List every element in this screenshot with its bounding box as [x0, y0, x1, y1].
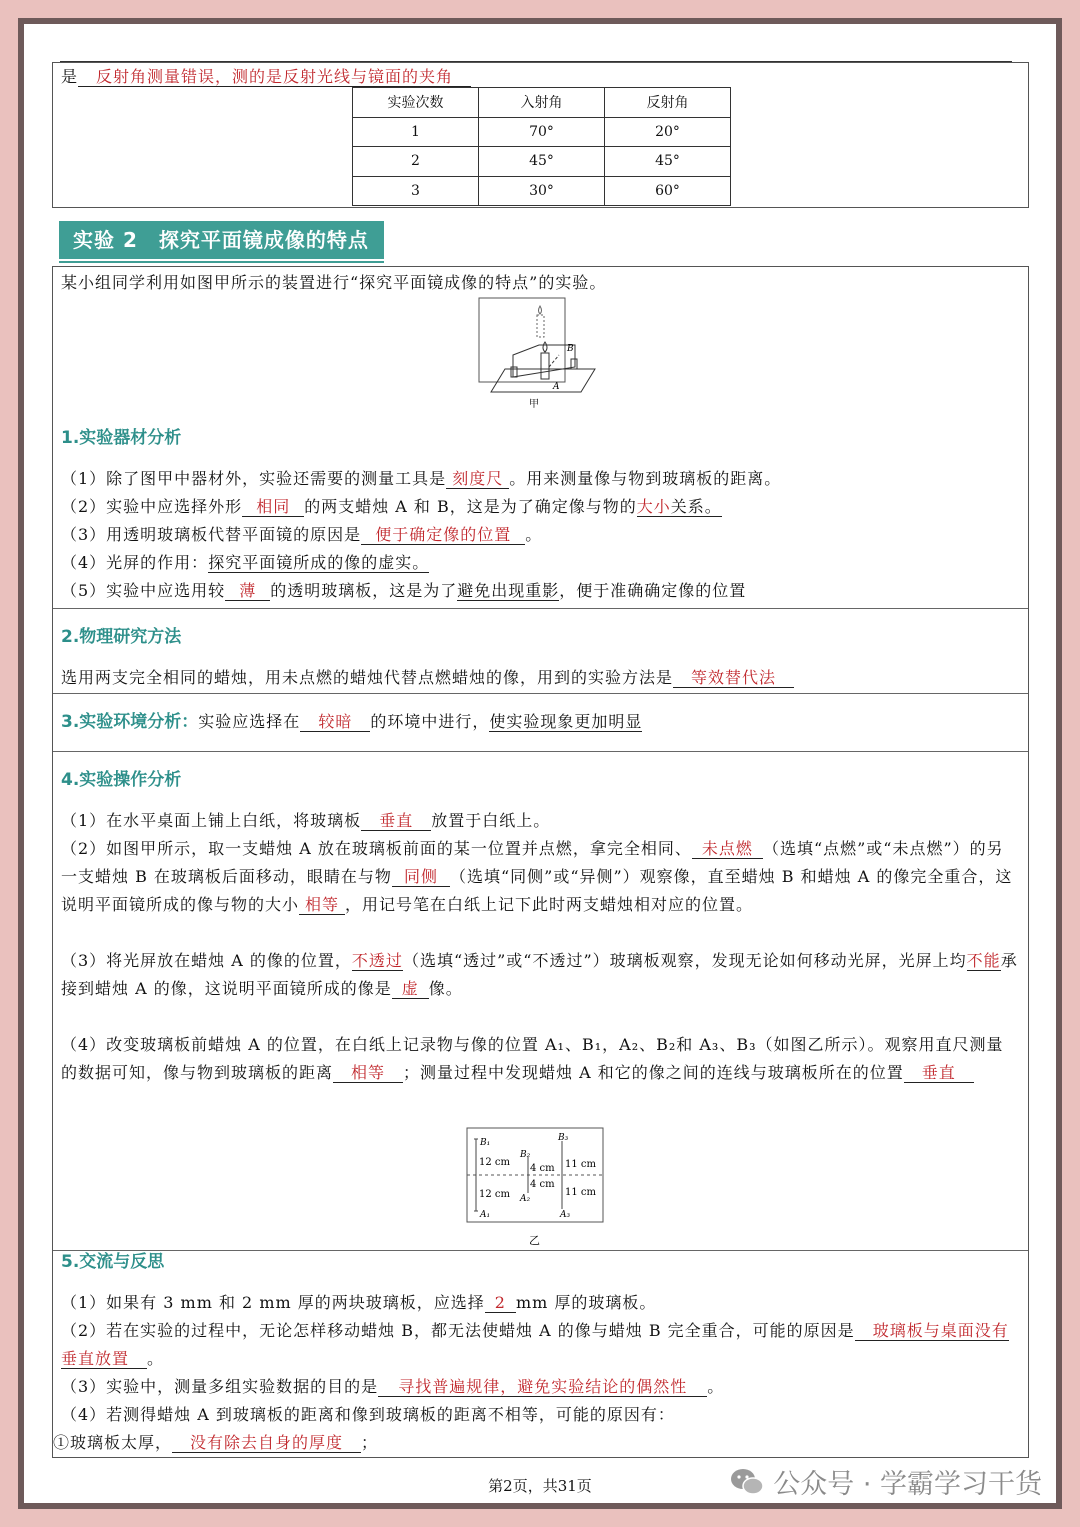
table-cell: 20° — [605, 117, 731, 147]
answer-blank: 寻找普遍规律，避免实验结论的偶然性 — [378, 1377, 707, 1397]
item-text: 避免出现重影 — [457, 581, 560, 600]
table-cell: 45° — [605, 147, 731, 177]
item-text: ，用记号笔在白纸上记下此时两支蜡烛相对应的位置。 — [345, 895, 754, 914]
section-divider — [53, 693, 1028, 694]
answer-blank: 玻璃板与桌面没有垂直放置 — [61, 1321, 1009, 1368]
item-text: mm 厚的玻璃板。 — [515, 1293, 657, 1312]
figure-a-caption: 甲 — [529, 399, 539, 409]
section-1-item-5 — [61, 577, 746, 605]
item-text: 实验应选择在 — [198, 712, 301, 731]
figure-b-caption: 乙 — [529, 1234, 540, 1247]
table-row — [353, 176, 731, 206]
experiment-box — [52, 266, 1029, 1458]
highlight-text: 大小 — [636, 497, 671, 516]
answer-blank: 便于确定像的位置 — [361, 525, 525, 545]
section-2-heading: 2.物理研究方法 — [61, 627, 182, 647]
document-page — [24, 24, 1056, 1503]
table-cell: 1 — [353, 117, 479, 147]
item-text: （3）将光屏放在蜡烛 A 的像的位置， — [61, 951, 352, 970]
dim-11cm-bottom: 11 cm — [565, 1187, 596, 1198]
section-divider — [53, 751, 1028, 752]
answer-blank: 相等 — [299, 895, 345, 915]
item-text: 。用来测量像与物到玻璃板的距离。 — [509, 469, 782, 488]
answer-blank: 虚 — [392, 979, 429, 999]
section-5-item-5 — [53, 1429, 378, 1457]
dim-4cm-top: 4 cm — [530, 1163, 555, 1174]
table-row — [353, 117, 731, 147]
item-text: 使实验现象更加明显 — [489, 712, 643, 731]
item-text: （选填“同侧”或“异侧”）观察像，直至蜡烛 B 和蜡烛 A 的像完全重合，这说明平面镜所成的像与物的大小 — [61, 867, 1013, 914]
item-text: 探究平面镜所成的像的虚实。 — [208, 553, 430, 572]
section-4-item-4 — [61, 1031, 1018, 1087]
item-text: 的两支蜡烛 A 和 B，这是为了确定像与物的 — [304, 497, 637, 516]
table-row — [353, 147, 731, 177]
experiment-banner: 实验 2 探究平面镜成像的特点 — [59, 221, 384, 259]
answer-blank: 垂直 — [361, 811, 431, 831]
item-text: （4）光屏的作用： — [61, 553, 209, 572]
item-text: （1）除了图甲中器材外，实验还需要的测量工具是 — [61, 469, 447, 488]
answer-blank: 未点燃 — [692, 839, 763, 859]
section-5-heading: 5.交流与反思 — [61, 1252, 165, 1272]
intro-text: 某小组同学利用如图甲所示的装置进行“探究平面镜成像的特点”的实验。 — [61, 273, 607, 292]
item-text: 。 — [147, 1349, 165, 1368]
section-1-item-1 — [61, 465, 781, 493]
table-cell: 3 — [353, 176, 479, 206]
item-text: 承接到蜡烛 A 的像，这说明平面镜所成的像是 — [61, 951, 1018, 998]
item-text: 。 — [707, 1377, 725, 1396]
wechat-icon — [729, 1467, 765, 1497]
candle-b-label: B — [567, 344, 574, 354]
section-divider — [53, 1250, 1028, 1251]
figure-b-positions — [466, 1127, 606, 1247]
item-text: 关系。 — [670, 497, 722, 516]
section-5-item-2 — [61, 1317, 1018, 1373]
section-3-line — [61, 708, 642, 736]
item-text: （1）如果有 3 mm 和 2 mm 厚的两块玻璃板，应选择 — [61, 1293, 485, 1312]
answer-blank: 刻度尺 — [446, 469, 509, 489]
item-text: （4）改变玻璃板前蜡烛 A 的位置，在白纸上记录物与像的位置 A₁、B₁，A₂、B₂和 A₃、B₃（如图乙所示）。观察用直尺测量的数据可知，像与物到玻璃板的距离 — [61, 1035, 1004, 1082]
angle-table — [352, 87, 731, 206]
point-b3-label: B₃ — [558, 1133, 569, 1143]
point-a3-label: A₃ — [560, 1210, 571, 1220]
item-text: （2）如图甲所示，取一支蜡烛 A 放在玻璃板前面的某一位置并点燃，拿完全相同、 — [61, 839, 692, 858]
item-text: 的透明玻璃板，这是为了 — [270, 581, 458, 600]
answer-blank: 相同 — [242, 497, 304, 517]
item-text: 。 — [525, 525, 543, 544]
dim-4cm-bottom: 4 cm — [530, 1179, 555, 1190]
section-4-item-1 — [61, 807, 550, 835]
item-text: （1）在水平桌面上铺上白纸，将玻璃板 — [61, 811, 362, 830]
item-text: ，便于准确确定像的位置 — [559, 581, 747, 600]
table-header: 入射角 — [479, 88, 605, 118]
point-b1-label: B₁ — [480, 1138, 491, 1148]
section-1-item-4 — [61, 549, 429, 577]
table-cell: 45° — [479, 147, 605, 177]
point-a2-label: A₂ — [520, 1194, 531, 1204]
item-text: 放置于白纸上。 — [431, 811, 551, 830]
table-cell: 70° — [479, 117, 605, 147]
section-5-item-3 — [61, 1373, 724, 1401]
answer-blank: 反射角测量错误，测的是反射光线与镜面的夹角 — [78, 67, 471, 87]
section-4-item-2 — [61, 835, 1018, 919]
figure-a-apparatus — [469, 297, 599, 409]
item-text: ； — [361, 1433, 379, 1452]
section-1-heading: 1.实验器材分析 — [61, 428, 182, 448]
item-text: （选填“点燃”或“未点燃”）的另一支蜡烛 B 在玻璃板后面移动，眼睛在与物 — [61, 839, 1004, 886]
page-frame — [18, 18, 1062, 1509]
item-text: （2）实验中应选择外形 — [61, 497, 243, 516]
table-header-row — [353, 88, 731, 118]
point-b2-label: B₂ — [520, 1150, 531, 1160]
item-text: 像。 — [428, 979, 463, 998]
dim-12cm-bottom: 12 cm — [479, 1189, 510, 1200]
table-header: 实验次数 — [353, 88, 479, 118]
candle-a-label: A — [553, 382, 560, 392]
item-text: （2）若在实验的过程中，无论怎样移动蜡烛 B，都无法使蜡烛 A 的像与蜡烛 B 完全重合，可能的原因是 — [61, 1321, 855, 1340]
section-3-heading: 3.实验环境分析： — [61, 712, 199, 732]
answer-blank: 同侧 — [392, 867, 450, 887]
item-text: ①玻璃板太厚， — [53, 1433, 173, 1452]
prefix-text: 是 — [61, 67, 79, 86]
page-number: 第2页，共31页 — [488, 1477, 592, 1495]
dim-11cm-top: 11 cm — [565, 1159, 596, 1170]
previous-question-box — [52, 62, 1029, 208]
item-text: ；测量过程中发现蜡烛 A 和它的像之间的连线与玻璃板所在的位置 — [403, 1063, 904, 1082]
table-header: 反射角 — [605, 88, 731, 118]
section-2-text — [61, 664, 794, 692]
section-5-item-4: （4）若测得蜡烛 A 到玻璃板的距离和像到玻璃板的距离不相等，可能的原因有： — [61, 1405, 675, 1424]
section-1-item-3 — [61, 521, 542, 549]
table-cell: 60° — [605, 176, 731, 206]
answer-blank: 垂直 — [904, 1063, 974, 1083]
point-a1-label: A₁ — [480, 1210, 491, 1220]
table-cell: 30° — [479, 176, 605, 206]
watermark-text: 公众号 · 学霸学习干货 — [773, 1469, 1042, 1500]
answer-blank: 不能 — [966, 951, 1001, 970]
answer-blank: 不透过 — [351, 951, 403, 970]
section-4-heading: 4.实验操作分析 — [61, 770, 182, 790]
watermark — [729, 1462, 1042, 1501]
table-cell: 2 — [353, 147, 479, 177]
answer-blank: 相等 — [333, 1063, 403, 1083]
answer-blank: 较暗 — [300, 712, 370, 732]
item-text: （3）用透明玻璃板代替平面镜的原因是 — [61, 525, 362, 544]
answer-blank: 等效替代法 — [673, 668, 794, 688]
item-text: （选填“透过”或“不透过”）玻璃板观察，发现无论如何移动光屏，光屏上均 — [402, 951, 967, 970]
section-divider — [53, 608, 1028, 609]
item-text: 的环境中进行， — [370, 712, 490, 731]
answer-blank: 没有除去自身的厚度 — [172, 1433, 361, 1453]
item-text: （5）实验中应选用较 — [61, 581, 226, 600]
answer-blank: 薄 — [225, 581, 270, 601]
item-text: （3）实验中，测量多组实验数据的目的是 — [61, 1377, 379, 1396]
section-5-item-1 — [61, 1289, 656, 1317]
dim-12cm-top: 12 cm — [479, 1157, 510, 1168]
item-text: 选用两支完全相同的蜡烛，用未点燃的蜡烛代替点燃蜡烛的像，用到的实验方法是 — [61, 668, 674, 687]
section-4-item-3 — [61, 947, 1018, 1003]
section-1-item-2 — [61, 493, 722, 521]
answer-blank: 2 — [485, 1293, 516, 1313]
